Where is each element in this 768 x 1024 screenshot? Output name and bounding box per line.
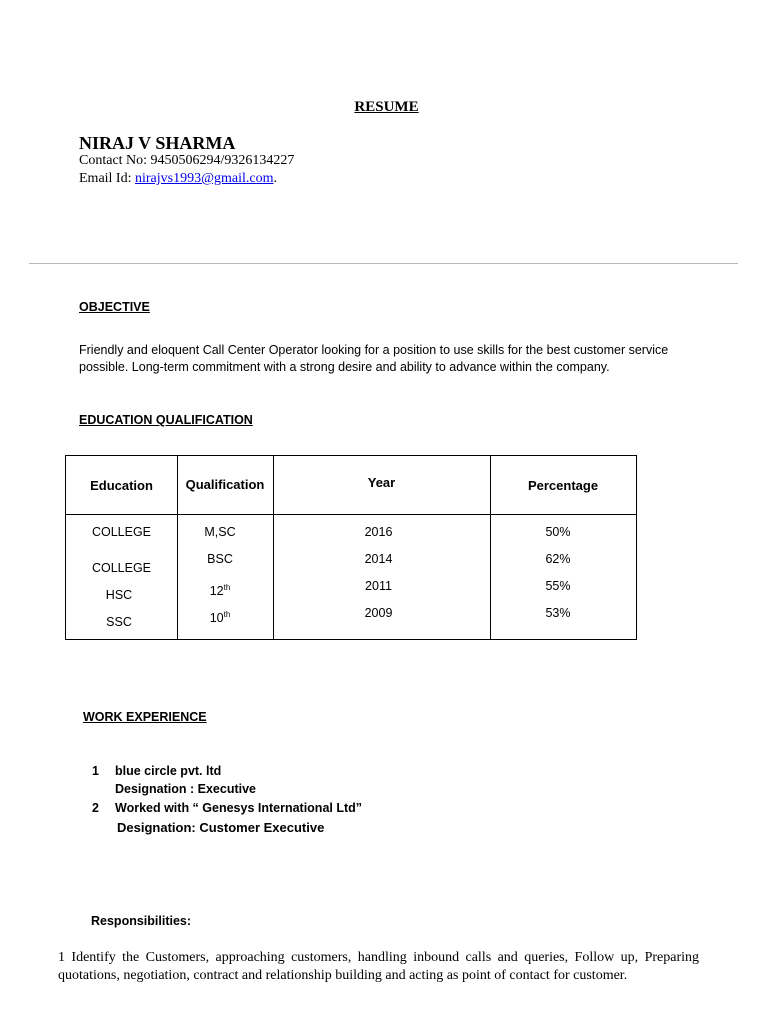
qualification-value: 10 [209,611,224,625]
responsibilities-heading: Responsibilities: [91,914,192,928]
candidate-name: NIRAJ V SHARMA [79,133,236,153]
table-header-divider [66,514,636,515]
ordinal-suffix: th [223,609,231,619]
work-item-number: 2 [92,801,99,815]
cell-year: 2014 [364,552,393,566]
cell-education: COLLEGE [91,561,152,575]
work-designation: Designation : Executive [115,782,257,796]
cell-year: 2016 [364,525,393,539]
cell-year: 2009 [364,606,393,620]
work-item-number: 1 [92,764,99,778]
email-label: Email Id: [79,171,135,186]
qualification-value: 12 [209,584,224,598]
header-education: Education [90,478,153,493]
cell-education: SSC [106,615,132,629]
education-table [65,455,637,640]
horizontal-divider [29,263,738,264]
cell-education: COLLEGE [91,525,152,539]
cell-qualification [177,584,263,598]
email-suffix: . [273,171,277,186]
header-year: Year [367,475,396,490]
cell-percentage: 53% [545,606,571,620]
header-qualification: Qualification [185,477,265,492]
education-heading: EDUCATION QUALIFICATION [79,413,253,427]
cell-education: HSC [105,588,133,602]
cell-percentage: 62% [545,552,571,566]
objective-heading: OBJECTIVE [79,300,150,314]
work-designation: Designation: Customer Executive [117,820,325,835]
cell-year: 2011 [365,579,392,593]
email-link[interactable]: nirajvs1993@gmail.com [135,171,274,186]
work-company: blue circle pvt. ltd [115,764,222,778]
cell-percentage: 50% [545,525,571,539]
cell-qualification: BSC [207,552,233,566]
objective-paragraph [79,342,699,376]
cell-qualification [177,611,263,625]
cell-percentage: 55% [545,579,571,593]
resume-title: RESUME [354,99,419,115]
ordinal-suffix: th [223,582,231,592]
responsibilities-paragraph: 1 Identify the Customers, approaching customers, handling inbound calls and queries, Follow up, Preparing quotations, negotiation, contract and relationship building and acting as point of contact for customer. [58,950,699,983]
email-line [79,171,277,187]
contact-number: Contact No: 9450506294/9326134227 [79,153,295,168]
cell-qualification: M,SC [204,525,236,539]
objective-line-1: Friendly and eloquent Call Center Operator looking for a position to use skills for the best customer service [79,343,669,357]
work-company: Worked with “ Genesys International Ltd” [115,801,363,815]
objective-line-2: possible. Long-term commitment with a strong desire and ability to advance within the company. [79,360,610,374]
header-percentage: Percentage [527,478,599,493]
work-experience-heading: WORK EXPERIENCE [83,710,207,724]
